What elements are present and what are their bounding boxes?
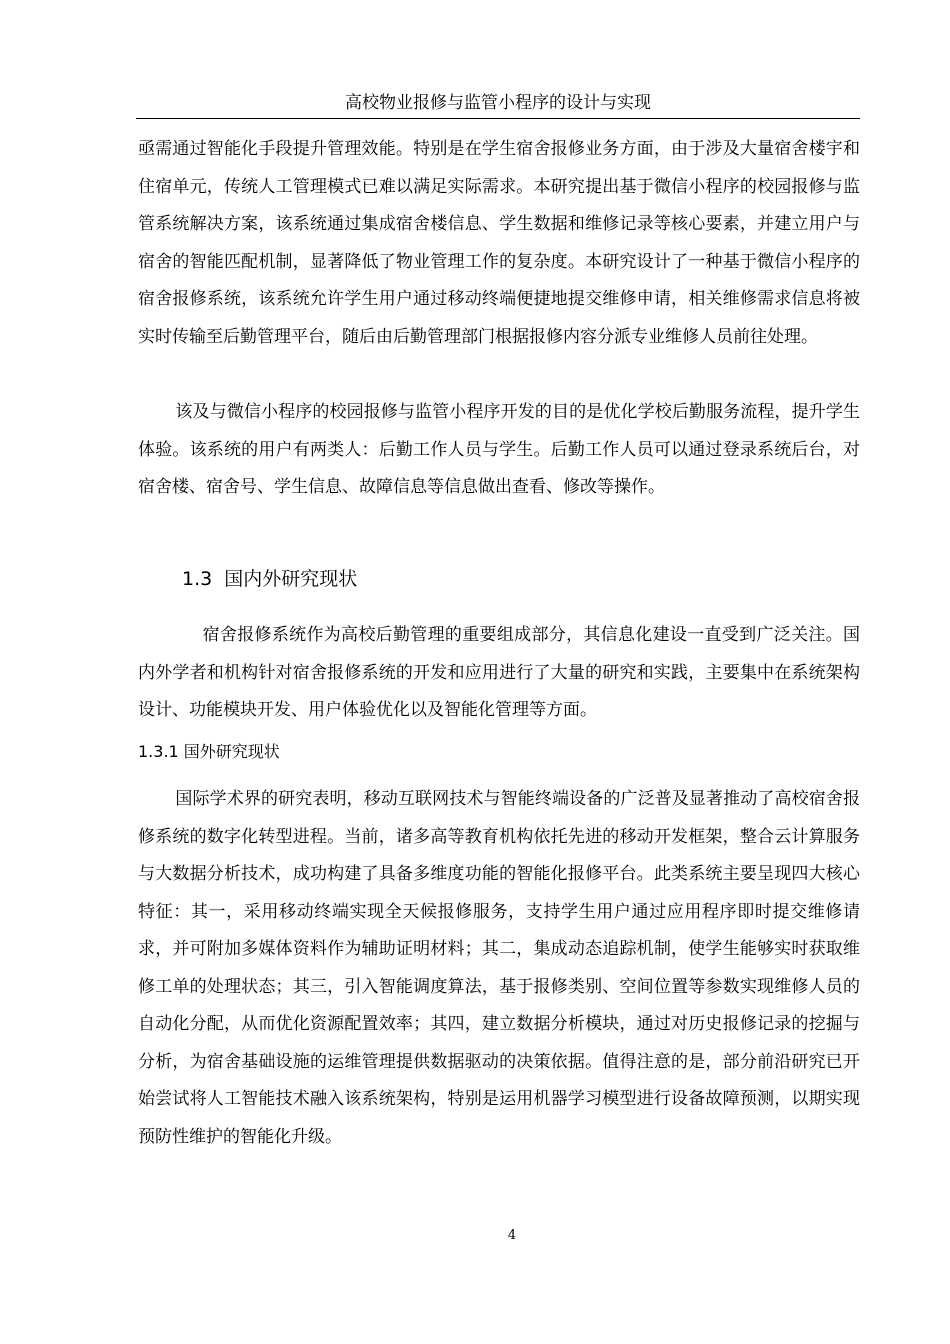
paragraph-3: 宿舍报修系统作为高校后勤管理的重要组成部分，其信息化建设一直受到广泛关注。国内外学者和机构针对宿舍报修系统的开发和应用进行了大量的研究和实践，主要集中在系统架构设计、功能模块开发、用户体验优化以及智能化管理等方面。	[138, 625, 860, 720]
section-heading	[182, 563, 357, 595]
paragraph-4: 国际学术界的研究表明，移动互联网技术与智能终端设备的广泛普及显著推动了高校宿舍报修系统的数字化转型进程。当前，诸多高等教育机构依托先进的移动开发框架，整合云计算服务与大数据分析技术，成功构建了具备多维度功能的智能化报修平台。此类系统主要呈现四大核心特征：其一，采用移动终端实现全天候报修服务，支持学生用户通过应用程序即时提交维修请求，并可附加多媒体资料作为辅助证明材料；其二，集成动态追踪机制，使学生能够实时获取维修工单的处理状态；其三，引入智能调度算法，基于报修类别、空间位置等参数实现维修人员的自动化分配，从而优化资源配置效率；其四，建立数据分析模块，通过对历史报修记录的挖掘与分析，为宿舍基础设施的运维管理提供数据驱动的决策依据。值得注意的是，部分前沿研究已开始尝试将人工智能技术融入该系统架构，特别是运用机器学习模型进行设备故障预测，以期实现预防性维护的智能化升级。	[138, 789, 860, 1147]
paragraph-1: 亟需通过智能化手段提升管理效能。特别是在学生宿舍报修业务方面，由于涉及大量宿舍楼宇和住宿单元，传统人工管理模式已难以满足实际需求。本研究提出基于微信小程序的校园报修与监管系统解决方案，该系统通过集成宿舍楼信息、学生数据和维修记录等核心要素，并建立用户与宿舍的智能匹配机制，显著降低了物业管理工作的复杂度。本研究设计了一种基于微信小程序的宿舍报修系统，该系统允许学生用户通过移动终端便捷地提交维修申请，相关维修需求信息将被实时传输至后勤管理平台，随后由后勤管理部门根据报修内容分派专业维修人员前往处理。	[138, 139, 860, 347]
section-title: 国内外研究现状	[224, 568, 358, 590]
subsection-heading: 1.3.1 国外研究现状	[138, 742, 280, 761]
section-number: 1.3	[182, 568, 213, 590]
running-header: 高校物业报修与监管小程序的设计与实现	[345, 93, 651, 113]
page-number: 4	[507, 1228, 517, 1243]
header-rule	[136, 118, 860, 119]
paragraph-2: 该及与微信小程序的校园报修与监管小程序开发的目的是优化学校后勤服务流程，提升学生体验。该系统的用户有两类人：后勤工作人员与学生。后勤工作人员可以通过登录系统后台，对宿舍楼、宿舍号、学生信息、故障信息等信息做出查看、修改等操作。	[138, 402, 860, 497]
